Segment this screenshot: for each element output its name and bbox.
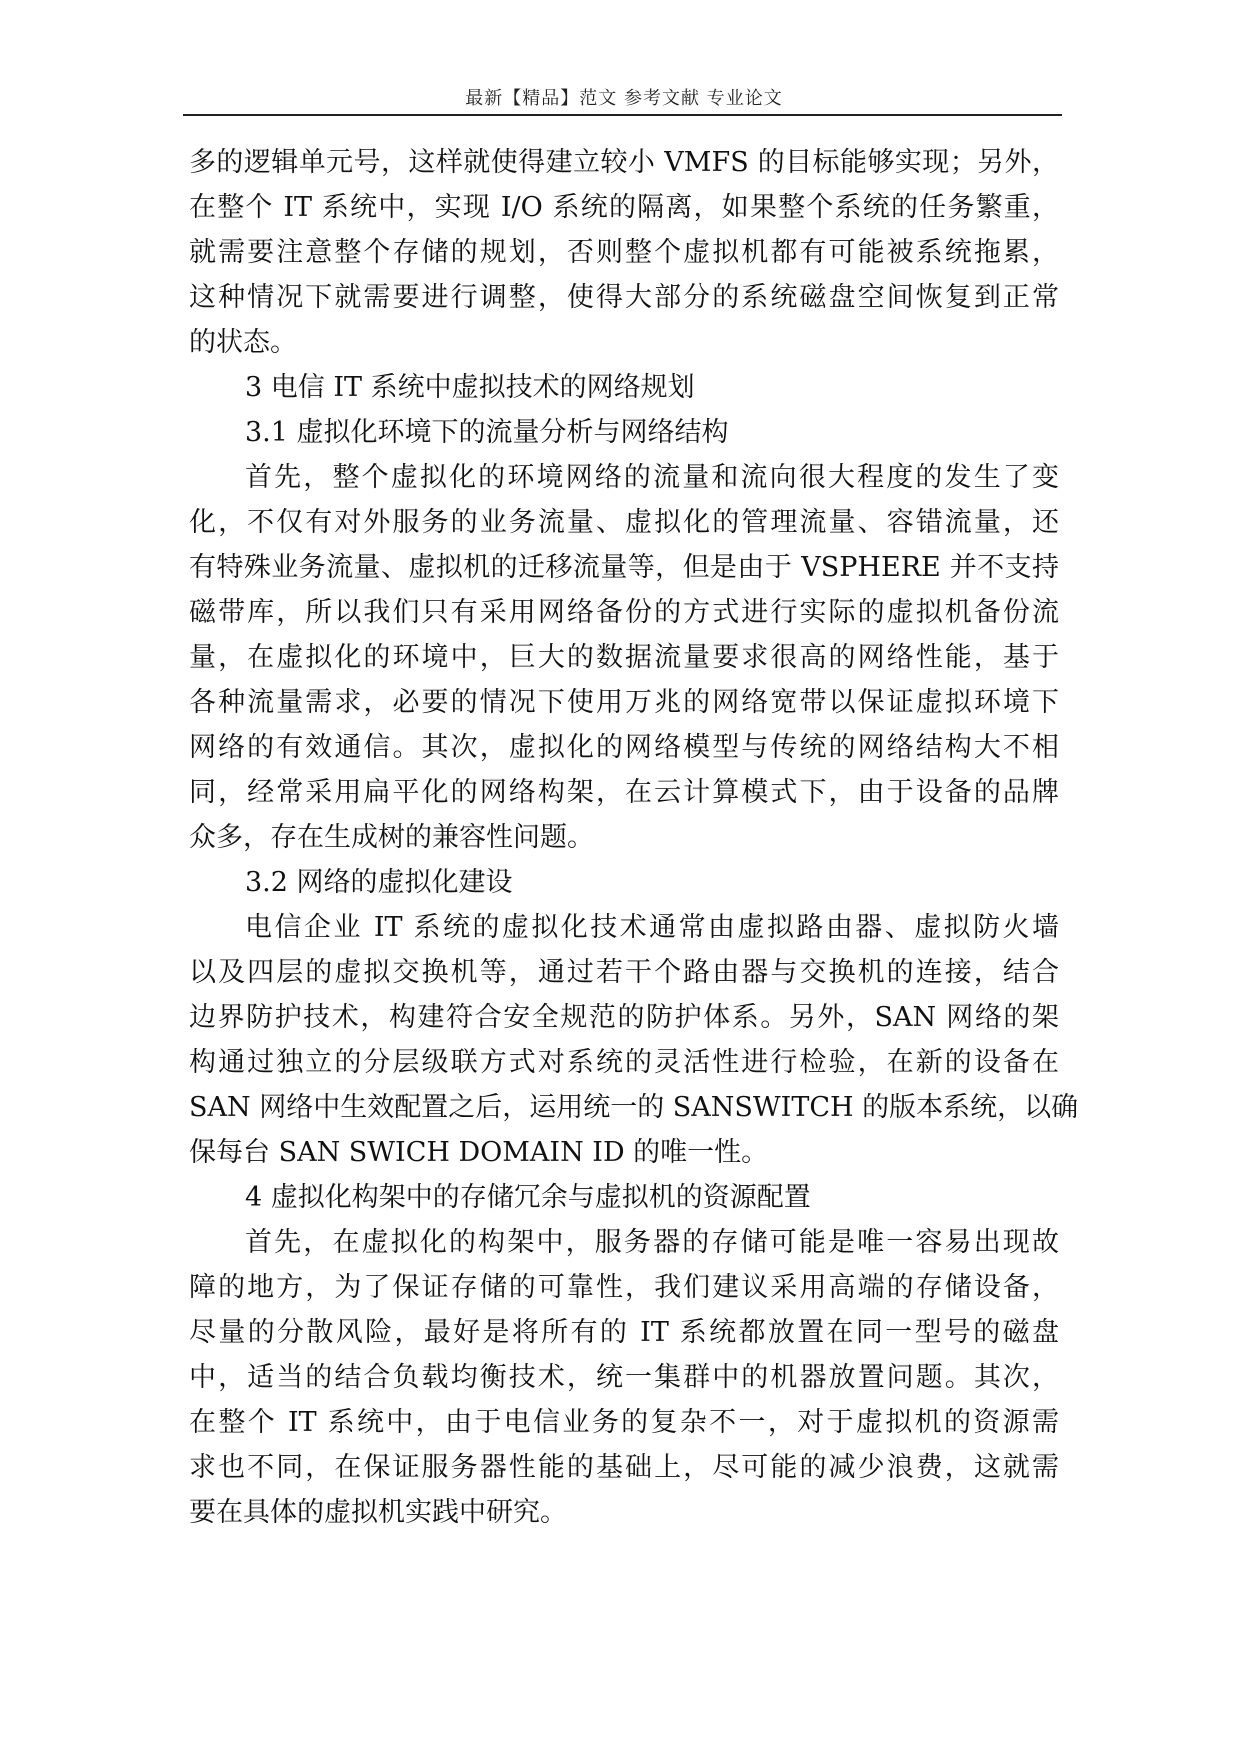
paragraph-line: SAN 网络中生效配置之后，运用统一的 SANSWITCH 的版本系统，以确 — [189, 1092, 1079, 1123]
paragraph-line: 化，不仅有对外服务的业务流量、虚拟化的管理流量、容错流量，还 — [189, 507, 1059, 538]
paragraph-line: 同，经常采用扁平化的网络构架，在云计算模式下，由于设备的品牌 — [189, 777, 1059, 808]
paragraph-line: 就需要注意整个存储的规划，否则整个虚拟机都有可能被系统拖累， — [189, 237, 1059, 268]
paragraph-line: 量，在虚拟化的环境中，巨大的数据流量要求很高的网络性能，基于 — [189, 642, 1059, 673]
header-divider — [183, 114, 1062, 116]
paragraph-line: 构通过独立的分层级联方式对系统的灵活性进行检验，在新的设备在 — [189, 1047, 1059, 1078]
paragraph-line: 以及四层的虚拟交换机等，通过若干个路由器与交换机的连接，结合 — [189, 957, 1059, 988]
paragraph-line: 众多，存在生成树的兼容性问题。 — [189, 822, 594, 853]
paragraph-line: 在整个 IT 系统中，由于电信业务的复杂不一，对于虚拟机的资源需 — [189, 1407, 1059, 1438]
paragraph-line: 尽量的分散风险，最好是将所有的 IT 系统都放置在同一型号的磁盘 — [189, 1317, 1059, 1348]
paragraph-line: 多的逻辑单元号，这样就使得建立较小 VMFS 的目标能够实现；另外， — [189, 147, 1059, 178]
page-header: 最新【精品】范文 参考文献 专业论文 — [465, 88, 783, 109]
paragraph-line: 磁带库，所以我们只有采用网络备份的方式进行实际的虚拟机备份流 — [189, 597, 1059, 628]
paragraph-line: 中，适当的结合负载均衡技术，统一集群中的机器放置问题。其次， — [189, 1362, 1059, 1393]
paragraph-line: 首先，整个虚拟化的环境网络的流量和流向很大程度的发生了变 — [245, 462, 1059, 493]
paragraph-line: 电信企业 IT 系统的虚拟化技术通常由虚拟路由器、虚拟防火墙 — [245, 912, 1059, 943]
paragraph-line: 网络的有效通信。其次，虚拟化的网络模型与传统的网络结构大不相 — [189, 732, 1059, 763]
section-heading: 3 电信 IT 系统中虚拟技术的网络规划 — [245, 372, 695, 403]
paragraph-line: 各种流量需求，必要的情况下使用万兆的网络宽带以保证虚拟环境下 — [189, 687, 1059, 718]
paragraph-line: 求也不同，在保证服务器性能的基础上，尽可能的减少浪费，这就需 — [189, 1452, 1059, 1483]
paragraph-line: 在整个 IT 系统中，实现 I/O 系统的隔离，如果整个系统的任务繁重， — [189, 192, 1059, 223]
section-heading: 3.2 网络的虚拟化建设 — [245, 867, 513, 898]
paragraph-line: 首先，在虚拟化的构架中，服务器的存储可能是唯一容易出现故 — [245, 1227, 1059, 1258]
paragraph-line: 要在具体的虚拟机实践中研究。 — [189, 1497, 567, 1528]
paragraph-line: 的状态。 — [189, 327, 297, 358]
paragraph-line: 有特殊业务流量、虚拟机的迁移流量等，但是由于 VSPHERE 并不支持 — [189, 552, 1059, 583]
section-heading: 3.1 虚拟化环境下的流量分析与网络结构 — [245, 417, 729, 448]
paragraph-line: 这种情况下就需要进行调整，使得大部分的系统磁盘空间恢复到正常 — [189, 282, 1059, 313]
paragraph-line: 保每台 SAN SWICH DOMAIN ID 的唯一性。 — [189, 1137, 769, 1168]
paragraph-line: 障的地方，为了保证存储的可靠性，我们建议采用高端的存储设备， — [189, 1272, 1059, 1303]
document-body — [189, 140, 1079, 1535]
paragraph-line: 边界防护技术，构建符合安全规范的防护体系。另外，SAN 网络的架 — [189, 1002, 1059, 1033]
section-heading: 4 虚拟化构架中的存储冗余与虚拟机的资源配置 — [245, 1182, 811, 1213]
